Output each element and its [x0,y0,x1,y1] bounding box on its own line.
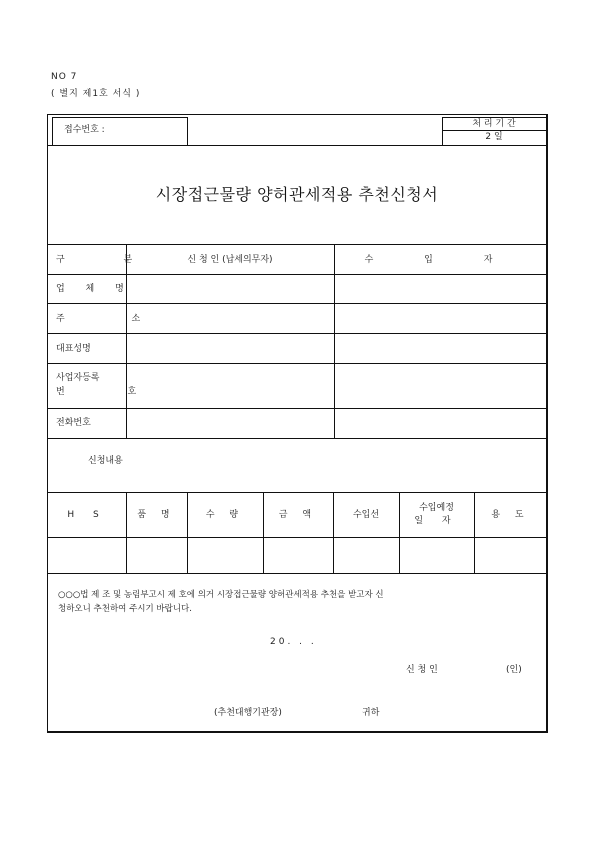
usage-header: 용 도 [491,510,530,520]
application-form [47,114,548,733]
importer-header: 수 입 자 [364,255,517,265]
processing-period-label: 처 리 기 간 [472,119,516,129]
statement-line2: 청하오니 추천하여 주시기 바랍니다. [58,604,192,614]
quantity-header: 수 량 [205,510,245,520]
processing-period-value: 2 일 [485,132,503,142]
applicant-header: 신 청 인 (납세의무자) [187,255,273,265]
application-date: 20. . . [270,637,317,647]
representative-name-label: 대표성명 [56,344,91,354]
category-header: 구 분 [56,255,161,265]
import-origin-header: 수입선 [352,510,380,520]
recipient-label: (추천대행기관장) [214,708,282,718]
receipt-number-label: 접수번호 : [64,125,105,135]
business-reg-label-line1: 사업자등록 [56,373,100,383]
import-date-header-line2: 일 자 [414,516,459,526]
form-title: 시장접근물량 양허관세적용 추천신청서 [155,185,439,204]
applicant-signature-label: 신 청 인 [406,665,438,675]
phone-label: 전화번호 [56,418,91,428]
recipient-suffix: 귀하 [362,708,380,718]
import-date-header-line1: 수입예정 [419,503,454,513]
item-name-header: 품 명 [137,510,176,520]
amount-header: 금 액 [278,510,318,520]
form-number: NO 7 [51,72,78,82]
business-reg-label-line2: 번 호 [56,387,167,397]
application-content-label: 신청내용 [88,456,123,466]
statement-line1: ○○○법 제 조 및 농림부고시 제 호에 의거 시장접근물량 양허관세적용 추천을 받고자 신 [58,590,384,600]
address-label: 주 소 [56,314,173,324]
form-reference: ( 별지 제1호 서식 ) [51,89,141,99]
company-name-label: 업 체 명 [56,284,133,294]
hs-header: H S [67,510,107,520]
seal-mark: (인) [506,665,522,675]
